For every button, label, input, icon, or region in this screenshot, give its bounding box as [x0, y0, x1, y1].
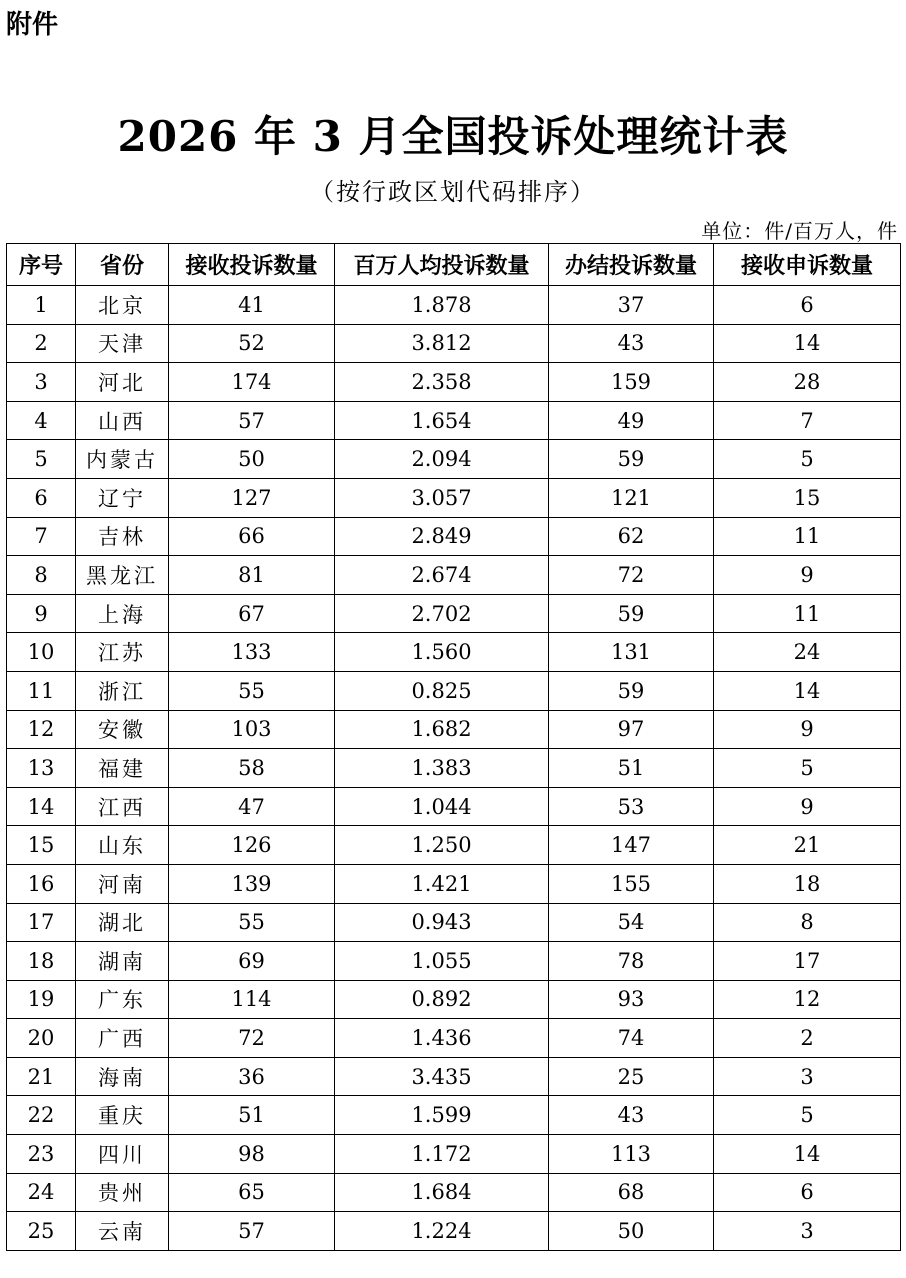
cell-complaints-per-million: 2.358: [335, 363, 549, 402]
cell-appeals-received: 2: [714, 1019, 901, 1058]
cell-complaints-per-million: 1.055: [335, 942, 549, 981]
cell-complaints-resolved: 93: [549, 980, 714, 1019]
cell-complaints-received: 72: [169, 1019, 335, 1058]
cell-index: 25: [7, 1212, 76, 1251]
cell-complaints-received: 66: [169, 517, 335, 556]
cell-appeals-received: 11: [714, 517, 901, 556]
cell-complaints-per-million: 1.599: [335, 1096, 549, 1135]
cell-appeals-received: 8: [714, 903, 901, 942]
cell-appeals-received: 14: [714, 1135, 901, 1174]
cell-province: 重庆: [76, 1096, 169, 1135]
cell-appeals-received: 6: [714, 286, 901, 325]
cell-province: 福建: [76, 749, 169, 788]
table-row: [7, 671, 901, 710]
statistics-table: [6, 243, 901, 1251]
cell-province: 广东: [76, 980, 169, 1019]
cell-province: 海南: [76, 1057, 169, 1096]
cell-province: 黑龙江: [76, 556, 169, 595]
cell-index: 1: [7, 286, 76, 325]
cell-appeals-received: 3: [714, 1057, 901, 1096]
cell-complaints-received: 98: [169, 1135, 335, 1174]
cell-complaints-resolved: 51: [549, 749, 714, 788]
table-row: [7, 478, 901, 517]
cell-complaints-received: 55: [169, 671, 335, 710]
cell-appeals-received: 6: [714, 1173, 901, 1212]
cell-province: 北京: [76, 286, 169, 325]
table-row: [7, 1212, 901, 1251]
cell-complaints-per-million: 1.436: [335, 1019, 549, 1058]
table-row: [7, 1057, 901, 1096]
cell-province: 湖南: [76, 942, 169, 981]
cell-complaints-per-million: 2.674: [335, 556, 549, 595]
table-row: [7, 633, 901, 672]
cell-complaints-resolved: 155: [549, 864, 714, 903]
attachment-label: 附件: [6, 10, 59, 40]
cell-complaints-received: 127: [169, 478, 335, 517]
cell-complaints-received: 174: [169, 363, 335, 402]
cell-complaints-resolved: 159: [549, 363, 714, 402]
cell-complaints-resolved: 49: [549, 401, 714, 440]
cell-complaints-resolved: 43: [549, 324, 714, 363]
cell-complaints-received: 58: [169, 749, 335, 788]
table-row: [7, 556, 901, 595]
cell-complaints-per-million: 0.892: [335, 980, 549, 1019]
cell-index: 17: [7, 903, 76, 942]
cell-complaints-received: 57: [169, 401, 335, 440]
table-row: [7, 942, 901, 981]
cell-complaints-received: 47: [169, 787, 335, 826]
cell-complaints-resolved: 121: [549, 478, 714, 517]
cell-complaints-received: 139: [169, 864, 335, 903]
cell-complaints-received: 81: [169, 556, 335, 595]
cell-index: 18: [7, 942, 76, 981]
cell-complaints-resolved: 43: [549, 1096, 714, 1135]
cell-complaints-resolved: 131: [549, 633, 714, 672]
cell-appeals-received: 15: [714, 478, 901, 517]
cell-index: 14: [7, 787, 76, 826]
cell-province: 江西: [76, 787, 169, 826]
table-row: [7, 1096, 901, 1135]
cell-appeals-received: 24: [714, 633, 901, 672]
cell-complaints-per-million: 1.878: [335, 286, 549, 325]
cell-complaints-per-million: 1.654: [335, 401, 549, 440]
cell-index: 2: [7, 324, 76, 363]
table-row: [7, 517, 901, 556]
cell-complaints-resolved: 147: [549, 826, 714, 865]
table-row: [7, 710, 901, 749]
cell-complaints-received: 69: [169, 942, 335, 981]
cell-complaints-resolved: 50: [549, 1212, 714, 1251]
table-row: [7, 1135, 901, 1174]
cell-index: 6: [7, 478, 76, 517]
cell-complaints-per-million: 1.421: [335, 864, 549, 903]
cell-complaints-resolved: 53: [549, 787, 714, 826]
cell-appeals-received: 14: [714, 671, 901, 710]
cell-province: 浙江: [76, 671, 169, 710]
cell-index: 21: [7, 1057, 76, 1096]
cell-complaints-per-million: 3.812: [335, 324, 549, 363]
cell-complaints-resolved: 59: [549, 671, 714, 710]
cell-appeals-received: 7: [714, 401, 901, 440]
cell-complaints-received: 55: [169, 903, 335, 942]
header-complaints-resolved: 办结投诉数量: [549, 244, 714, 286]
cell-index: 23: [7, 1135, 76, 1174]
cell-complaints-resolved: 54: [549, 903, 714, 942]
cell-index: 10: [7, 633, 76, 672]
cell-index: 16: [7, 864, 76, 903]
cell-complaints-resolved: 97: [549, 710, 714, 749]
cell-index: 22: [7, 1096, 76, 1135]
cell-complaints-received: 57: [169, 1212, 335, 1251]
cell-complaints-resolved: 68: [549, 1173, 714, 1212]
cell-province: 吉林: [76, 517, 169, 556]
cell-complaints-per-million: 1.172: [335, 1135, 549, 1174]
table-header-row: [7, 244, 901, 286]
header-province: 省份: [76, 244, 169, 286]
cell-index: 15: [7, 826, 76, 865]
cell-complaints-per-million: 3.057: [335, 478, 549, 517]
cell-complaints-resolved: 78: [549, 942, 714, 981]
cell-appeals-received: 17: [714, 942, 901, 981]
cell-province: 广西: [76, 1019, 169, 1058]
cell-appeals-received: 5: [714, 1096, 901, 1135]
page-subtitle: （按行政区划代码排序）: [310, 178, 596, 206]
table-row: [7, 363, 901, 402]
cell-complaints-per-million: 0.943: [335, 903, 549, 942]
cell-complaints-received: 103: [169, 710, 335, 749]
cell-appeals-received: 9: [714, 787, 901, 826]
cell-appeals-received: 9: [714, 710, 901, 749]
cell-complaints-resolved: 59: [549, 594, 714, 633]
cell-province: 湖北: [76, 903, 169, 942]
cell-complaints-per-million: 1.250: [335, 826, 549, 865]
cell-index: 12: [7, 710, 76, 749]
cell-index: 11: [7, 671, 76, 710]
cell-complaints-received: 36: [169, 1057, 335, 1096]
cell-complaints-resolved: 25: [549, 1057, 714, 1096]
cell-province: 贵州: [76, 1173, 169, 1212]
cell-index: 5: [7, 440, 76, 479]
unit-note: 单位：件/百万人，件: [701, 219, 898, 243]
header-appeals-received: 接收申诉数量: [714, 244, 901, 286]
cell-province: 内蒙古: [76, 440, 169, 479]
table-row: [7, 286, 901, 325]
table-row: [7, 903, 901, 942]
header-index: 序号: [7, 244, 76, 286]
cell-complaints-per-million: 1.383: [335, 749, 549, 788]
cell-province: 云南: [76, 1212, 169, 1251]
cell-complaints-resolved: 74: [549, 1019, 714, 1058]
cell-complaints-received: 51: [169, 1096, 335, 1135]
cell-complaints-received: 133: [169, 633, 335, 672]
cell-index: 9: [7, 594, 76, 633]
table-row: [7, 1173, 901, 1212]
table-row: [7, 1019, 901, 1058]
table-row: [7, 401, 901, 440]
cell-complaints-per-million: 1.224: [335, 1212, 549, 1251]
cell-index: 13: [7, 749, 76, 788]
cell-complaints-resolved: 59: [549, 440, 714, 479]
header-complaints-per-million: 百万人均投诉数量: [335, 244, 549, 286]
cell-complaints-received: 114: [169, 980, 335, 1019]
table-row: [7, 864, 901, 903]
cell-complaints-received: 41: [169, 286, 335, 325]
cell-index: 24: [7, 1173, 76, 1212]
cell-complaints-received: 52: [169, 324, 335, 363]
cell-province: 江苏: [76, 633, 169, 672]
table-row: [7, 749, 901, 788]
cell-index: 3: [7, 363, 76, 402]
cell-complaints-received: 67: [169, 594, 335, 633]
cell-appeals-received: 12: [714, 980, 901, 1019]
cell-complaints-per-million: 1.682: [335, 710, 549, 749]
cell-province: 安徽: [76, 710, 169, 749]
cell-appeals-received: 3: [714, 1212, 901, 1251]
cell-complaints-received: 65: [169, 1173, 335, 1212]
cell-complaints-per-million: 3.435: [335, 1057, 549, 1096]
cell-complaints-per-million: 2.849: [335, 517, 549, 556]
cell-complaints-per-million: 2.702: [335, 594, 549, 633]
cell-province: 辽宁: [76, 478, 169, 517]
table-row: [7, 440, 901, 479]
cell-complaints-resolved: 113: [549, 1135, 714, 1174]
cell-complaints-per-million: 1.044: [335, 787, 549, 826]
cell-appeals-received: 14: [714, 324, 901, 363]
header-complaints-received: 接收投诉数量: [169, 244, 335, 286]
cell-index: 20: [7, 1019, 76, 1058]
cell-index: 4: [7, 401, 76, 440]
cell-complaints-received: 50: [169, 440, 335, 479]
cell-complaints-per-million: 1.684: [335, 1173, 549, 1212]
cell-province: 上海: [76, 594, 169, 633]
cell-province: 山东: [76, 826, 169, 865]
cell-appeals-received: 9: [714, 556, 901, 595]
cell-complaints-per-million: 1.560: [335, 633, 549, 672]
cell-appeals-received: 5: [714, 440, 901, 479]
cell-complaints-resolved: 37: [549, 286, 714, 325]
cell-complaints-per-million: 0.825: [335, 671, 549, 710]
table-row: [7, 324, 901, 363]
page-title: 2026 年 3 月全国投诉处理统计表: [117, 112, 789, 161]
cell-complaints-received: 126: [169, 826, 335, 865]
cell-appeals-received: 11: [714, 594, 901, 633]
cell-complaints-resolved: 62: [549, 517, 714, 556]
cell-province: 河南: [76, 864, 169, 903]
table-row: [7, 594, 901, 633]
table-row: [7, 980, 901, 1019]
cell-province: 河北: [76, 363, 169, 402]
cell-province: 四川: [76, 1135, 169, 1174]
cell-appeals-received: 18: [714, 864, 901, 903]
cell-complaints-per-million: 2.094: [335, 440, 549, 479]
table-row: [7, 787, 901, 826]
cell-appeals-received: 5: [714, 749, 901, 788]
cell-complaints-resolved: 72: [549, 556, 714, 595]
cell-appeals-received: 28: [714, 363, 901, 402]
cell-index: 19: [7, 980, 76, 1019]
cell-index: 7: [7, 517, 76, 556]
cell-province: 山西: [76, 401, 169, 440]
cell-appeals-received: 21: [714, 826, 901, 865]
cell-province: 天津: [76, 324, 169, 363]
cell-index: 8: [7, 556, 76, 595]
table-row: [7, 826, 901, 865]
